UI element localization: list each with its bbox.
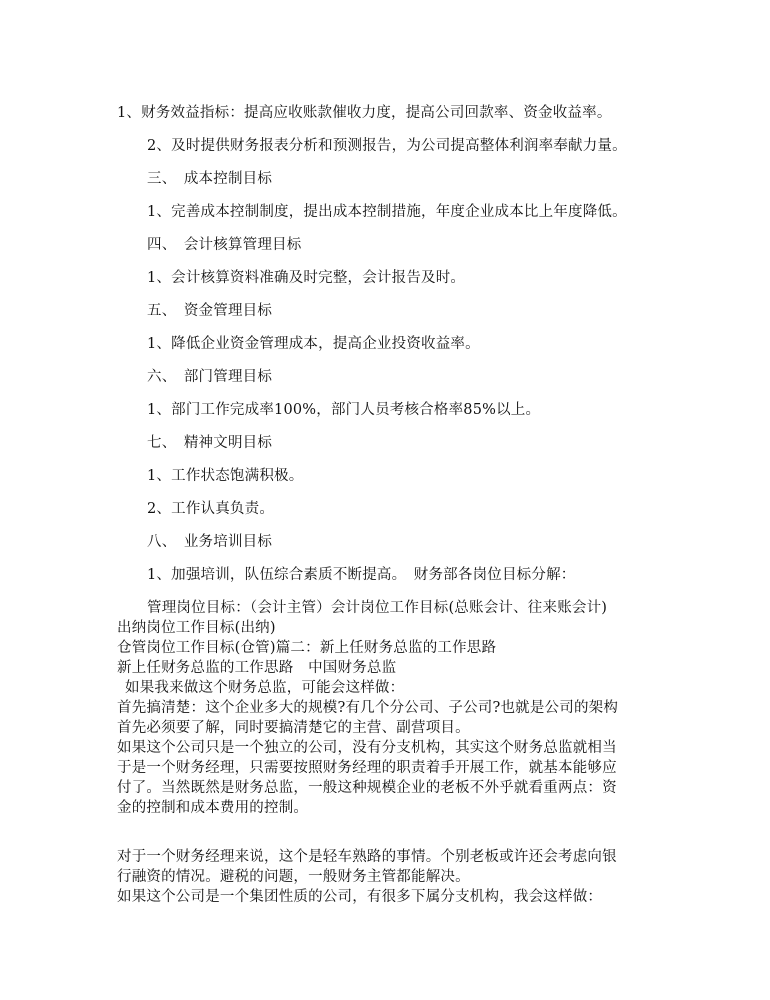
section-heading-department: 六、 部门管理目标	[147, 369, 273, 385]
paragraph-line: 于是一个财务经理，只需要按照财务经理的职责着手开展工作，就基本能够应	[117, 760, 617, 776]
section-heading-accounting: 四、 会计核算管理目标	[147, 237, 302, 253]
cashier-goals-line: 出纳岗位工作目标(出纳)	[117, 620, 276, 636]
culture-item-2: 2、工作认真负责。	[147, 501, 275, 517]
cost-control-item: 1、完善成本控制制度，提出成本控制措施，年度企业成本比上年度降低。	[147, 204, 627, 220]
paragraph-line: 如果我来做这个财务总监，可能会这样做：	[125, 680, 405, 696]
paragraph-line: 付了。当然既然是财务总监，一般这种规模企业的老板不外乎就看重两点：资	[117, 780, 617, 796]
paragraph-line: 对于一个财务经理来说，这个是轻车熟路的事情。个别老板或许还会考虑向银	[117, 849, 617, 865]
paragraph-line: 如果这个公司只是一个独立的公司，没有分支机构，其实这个财务总监就相当	[117, 740, 617, 756]
warehouse-goals-line: 仓管岗位工作目标(仓管)篇二：新上任财务总监的工作思路	[117, 640, 497, 656]
section-heading-training: 八、 业务培训目标	[147, 534, 273, 550]
department-item: 1、部门工作完成率100%，部门人员考核合格率85%以上。	[147, 402, 541, 418]
accounting-item: 1、会计核算资料准确及时完整，会计报告及时。	[147, 270, 466, 286]
paragraph-line: 如果这个公司是一个集团性质的公司，有很多下属分支机构，我会这样做：	[117, 889, 603, 905]
culture-item-1: 1、工作状态饱满积极。	[147, 468, 304, 484]
paragraph-line: 金的控制和成本费用的控制。	[117, 800, 309, 816]
paragraph-line: 行融资的情况。避税的问题，一般财务主管都能解决。	[117, 869, 470, 885]
section-heading-culture: 七、 精神文明目标	[147, 435, 273, 451]
financial-benefit-goal: 1、财务效益指标：提高应收账款催收力度，提高公司回款率、资金收益率。	[117, 105, 612, 121]
report-analysis-goal: 2、及时提供财务报表分析和预测报告，为公司提高整体利润率奉献力量。	[147, 138, 627, 154]
position-goals-line: 管理岗位目标：（会计主管）会计岗位工作目标(总账会计、往来账会计)	[147, 600, 608, 616]
training-item: 1、加强培训，队伍综合素质不断提高。 财务部各岗位目标分解：	[147, 567, 576, 583]
paragraph-line: 首先必须要了解，同时要搞清楚它的主营、副营项目。	[117, 720, 470, 736]
article-title-line: 新上任财务总监的工作思路 中国财务总监	[117, 660, 397, 676]
funds-item: 1、降低企业资金管理成本，提高企业投资收益率。	[147, 336, 480, 352]
paragraph-line: 首先搞清楚：这个企业多大的规模?有几个分公司、子公司?也就是公司的架构	[117, 700, 619, 716]
section-heading-cost-control: 三、 成本控制目标	[147, 171, 273, 187]
section-heading-funds: 五、 资金管理目标	[147, 303, 273, 319]
